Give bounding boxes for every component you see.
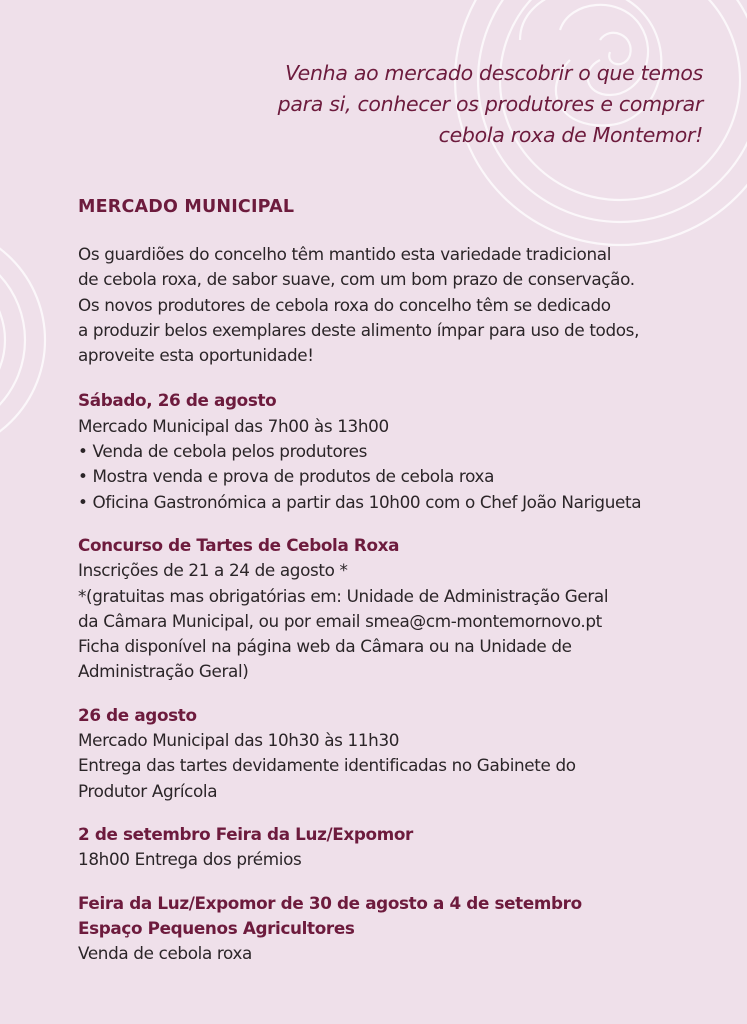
event-line: Entrega das tartes devidamente identificadas no Gabinete do — [78, 755, 576, 776]
event-line: • Oficina Gastronómica a partir das 10h00 com o Chef João Narigueta — [78, 491, 642, 512]
event-line: da Câmara Municipal, ou por email smea@cm-montemornovo.pt — [78, 610, 602, 631]
event-september-2 — [78, 822, 718, 873]
event-saturday — [78, 388, 718, 514]
event-line: *(gratuitas mas obrigatórias em: Unidade de Administração Geral — [78, 585, 609, 606]
event-feira-da-luz — [78, 891, 718, 967]
event-contest — [78, 533, 718, 685]
paragraph-line: Os guardiões do concelho têm mantido esta variedade tradicional — [78, 244, 612, 264]
event-line: Inscrições de 21 a 24 de agosto * — [78, 560, 348, 581]
section-heading: MERCADO MUNICIPAL — [78, 197, 295, 217]
intro-line: Venha ao mercado descobrir o que temos — [285, 61, 703, 85]
event-line: Venda de cebola roxa — [78, 943, 252, 964]
event-line: Produtor Agrícola — [78, 780, 218, 801]
event-title: Sábado, 26 de agosto — [78, 390, 277, 411]
event-line: • Mostra venda e prova de produtos de cebola roxa — [78, 466, 495, 487]
paragraph-line: a produzir belos exemplares deste alimento ímpar para uso de todos, — [78, 319, 640, 340]
paragraph-line: de cebola roxa, de sabor suave, com um bom prazo de conservação. — [78, 269, 635, 290]
event-title: 26 de agosto — [78, 704, 197, 725]
intro-line: cebola roxa de Montemor! — [438, 123, 703, 147]
intro-text — [183, 58, 703, 151]
event-title: 2 de setembro Feira da Luz/Expomor — [78, 823, 413, 844]
event-line: • Venda de cebola pelos produtores — [78, 441, 367, 462]
event-line: Mercado Municipal das 7h00 às 13h00 — [78, 415, 389, 436]
event-title: Feira da Luz/Expomor de 30 de agosto a 4 de setembro — [78, 892, 582, 913]
event-line: 18h00 Entrega dos prémios — [78, 849, 302, 870]
event-august-26 — [78, 703, 718, 804]
event-line: Ficha disponível na página web da Câmara ou na Unidade de — [78, 636, 572, 657]
paragraph-line: Os novos produtores de cebola roxa do concelho têm se dedicado — [78, 294, 611, 315]
event-subtitle: Espaço Pequenos Agricultores — [78, 917, 355, 938]
event-title: Concurso de Tartes de Cebola Roxa — [78, 534, 400, 555]
intro-line: para si, conhecer os produtores e comprar — [277, 92, 703, 116]
paragraph-line: aproveite esta oportunidade! — [78, 345, 314, 366]
main-content — [78, 195, 718, 984]
event-line: Mercado Municipal das 10h30 às 11h30 — [78, 730, 400, 751]
intro-paragraph — [78, 242, 718, 368]
event-line: Administração Geral) — [78, 661, 249, 682]
